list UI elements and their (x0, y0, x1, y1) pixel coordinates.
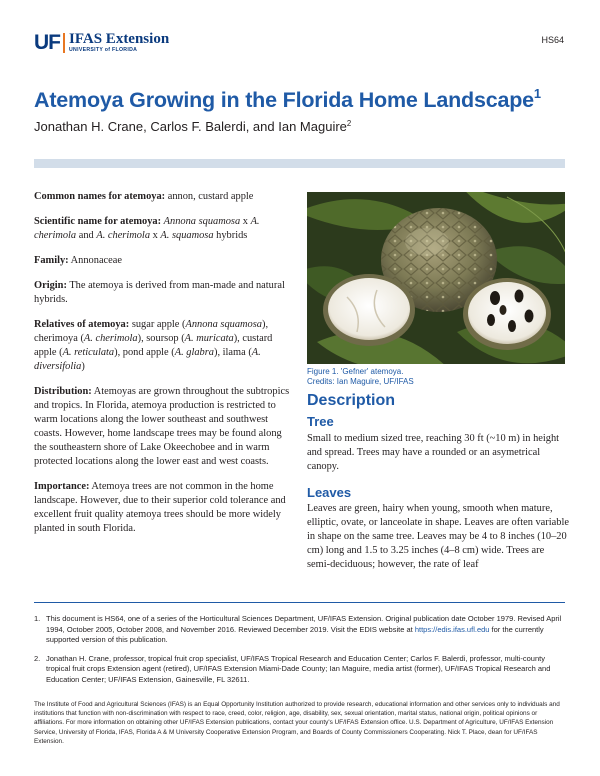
relatives-label: Relatives of atemoya: (34, 319, 130, 330)
common-names-text: annon, custard apple (165, 191, 254, 202)
page-title (34, 88, 541, 113)
text-run: ), cherimoya ( (34, 319, 269, 344)
equal-opportunity-statement: The Institute of Food and Agricultural Sciences (IFAS) is an Equal Opportunity Institution authorized to provide research, educational information and other services only to individuals and institutions that function with non-discrimination with respect to race, creed, color, religion, age, disability, sex, sexual orientation, marital status, national origin, political opinions or affiliations. For more information on obtaining other UF/IFAS Extension publications, contact your county's UF/IFAS Extension office. U.S. Department of Agriculture, UF/IFAS Extension Service, University of Florida, IFAS, Florida A & M University Cooperative Extension Program, and Boards of County Commissioners Cooperating. Nick T. Place, dean for UF/IFAS Extension. (34, 701, 560, 745)
ufifas-logo[interactable] (34, 33, 169, 53)
footnote-body (46, 614, 565, 646)
figure-caption (307, 367, 414, 387)
text-run: hybrids (213, 230, 248, 241)
origin-text: The atemoya is derived from man-made and natural hybrids. (34, 280, 285, 305)
left-column (34, 190, 294, 547)
leaves-text: Leaves are green, hairy when young, smooth when mature, elliptic, ovate, or lanceolate in shape. Leaves are often variable in shape on the same tree. Leaves may be 4 to 8 inches (10–20 cm) long and 1.5 to 3.25 inches (4–8 cm) wide. Trees are semi-deciduous; however, the rate of leaf (307, 503, 569, 570)
origin-label: Origin: (34, 280, 67, 291)
logo-uf-mark: UF (34, 31, 60, 54)
species-name: Annona squamosa (163, 216, 241, 227)
atemoya-photo (307, 192, 565, 364)
footnote-tail: for the currently supported version of this publication. (46, 624, 544, 644)
text-run: ), soursop ( (137, 333, 185, 344)
footnote-text: This document is HS64, one of a series of the Horticultural Sciences Department, UF/IFAS Extension. Original publication date October 1979. Revised April 1994, October 2005, October 2008, and November 2016. Reviewed December 2019. Visit the EDIS website at (46, 614, 562, 634)
origin-para (34, 279, 294, 307)
species-name: A. squamosa (160, 230, 214, 241)
species-name: A. cherimola (96, 230, 151, 241)
species-name: A. diversifolia (34, 347, 261, 372)
scientific-name-para (34, 215, 294, 243)
footnote-rule (34, 602, 565, 603)
species-name: A. cherimola (34, 216, 260, 241)
footnote-text: Jonathan H. Crane, professor, tropical fruit crop specialist, UF/IFAS Tropical Research and Education Center; Carlos F. Balerdi, professor, multi-county tropical fruit crops Extension agent (retired), UF/IFAS Extension Miami-Dade County; Ian Maguire, media artist (former), UF/IFAS Tropical Research and Education Center; UF/IFAS Extension, Gainesville, FL 32611. (46, 653, 551, 684)
header-divider-band (34, 159, 565, 168)
text-run: ), pond apple ( (114, 347, 175, 358)
footnote-number: 1. (34, 614, 41, 623)
text-run: x (240, 216, 251, 227)
family-para (34, 254, 294, 268)
title-footnote-ref[interactable]: 1 (533, 86, 541, 101)
title-text: Atemoya Growing in the Florida Home Landscape (34, 88, 534, 112)
scientific-name-label: Scientific name for atemoya: (34, 216, 162, 227)
footnote-number: 2. (34, 653, 41, 663)
family-label: Family: (34, 255, 69, 266)
importance-para (34, 480, 294, 536)
relatives-para (34, 318, 294, 374)
species-name: A. glabra (174, 347, 214, 358)
species-name: A. cherimola (83, 333, 138, 344)
description-heading: Description (307, 392, 396, 409)
distribution-text: Atemoyas are grown throughout the subtropics and tropics. In Florida, atemoya production is restricted to warm locations along the lower southeast and southwest coasts. However, home landscape trees may be found along the southeastern shore of Lake Okeechobee and in warm protected locations along the lower east and west coasts. (34, 386, 290, 467)
tree-heading: Tree (307, 414, 334, 429)
logo-university-text: UNIVERSITY of FLORIDA (69, 47, 138, 54)
text-run: sugar apple ( (129, 319, 186, 330)
footnote-item (34, 654, 565, 686)
family-text: Annonaceae (68, 255, 123, 266)
footnote-item (34, 614, 565, 646)
species-name: A. reticulata (62, 347, 115, 358)
authors-line (34, 119, 351, 134)
caption-title: Figure 1. 'Gefner' atemoya. (307, 367, 404, 376)
text-run: ), ilama ( (213, 347, 252, 358)
logo-wordmark (69, 32, 169, 53)
caption-credits: Credits: Ian Maguire, UF/IFAS (307, 377, 414, 386)
text-run: x (150, 230, 161, 241)
leaves-heading: Leaves (307, 485, 352, 500)
document-id: HS64 (541, 35, 564, 45)
text-run: and (76, 230, 97, 241)
distribution-para (34, 385, 294, 469)
common-names-para (34, 190, 294, 204)
species-name: A. muricata (184, 333, 234, 344)
authors-footnote-ref[interactable]: 2 (346, 119, 352, 128)
logo-divider (63, 33, 65, 53)
text-run: ), custard apple ( (34, 333, 273, 358)
authors-text: Jonathan H. Crane, Carlos F. Balerdi, and Ian Maguire (34, 119, 347, 134)
footnotes-list (34, 614, 565, 693)
distribution-label: Distribution: (34, 386, 92, 397)
text-run: ) (81, 361, 85, 372)
edis-link[interactable]: https://edis.ifas.ufl.edu (414, 624, 490, 634)
tree-text: Small to medium sized tree, reaching 30 ft (~10 m) in height and spread. Trees may have a rounded or an asymetrical canopy. (307, 433, 560, 472)
importance-label: Importance: (34, 481, 90, 492)
importance-text: Atemoya trees are not common in the home landscape. However, due to their superior cold tolerance and excellent fruit quality atemoya trees should be more widely planted in south Florida. (34, 481, 286, 534)
logo-ifas-text: IFAS Extension (69, 31, 170, 48)
common-names-label: Common names for atemoya: (34, 191, 166, 202)
species-name: Annona squamosa (185, 319, 262, 330)
